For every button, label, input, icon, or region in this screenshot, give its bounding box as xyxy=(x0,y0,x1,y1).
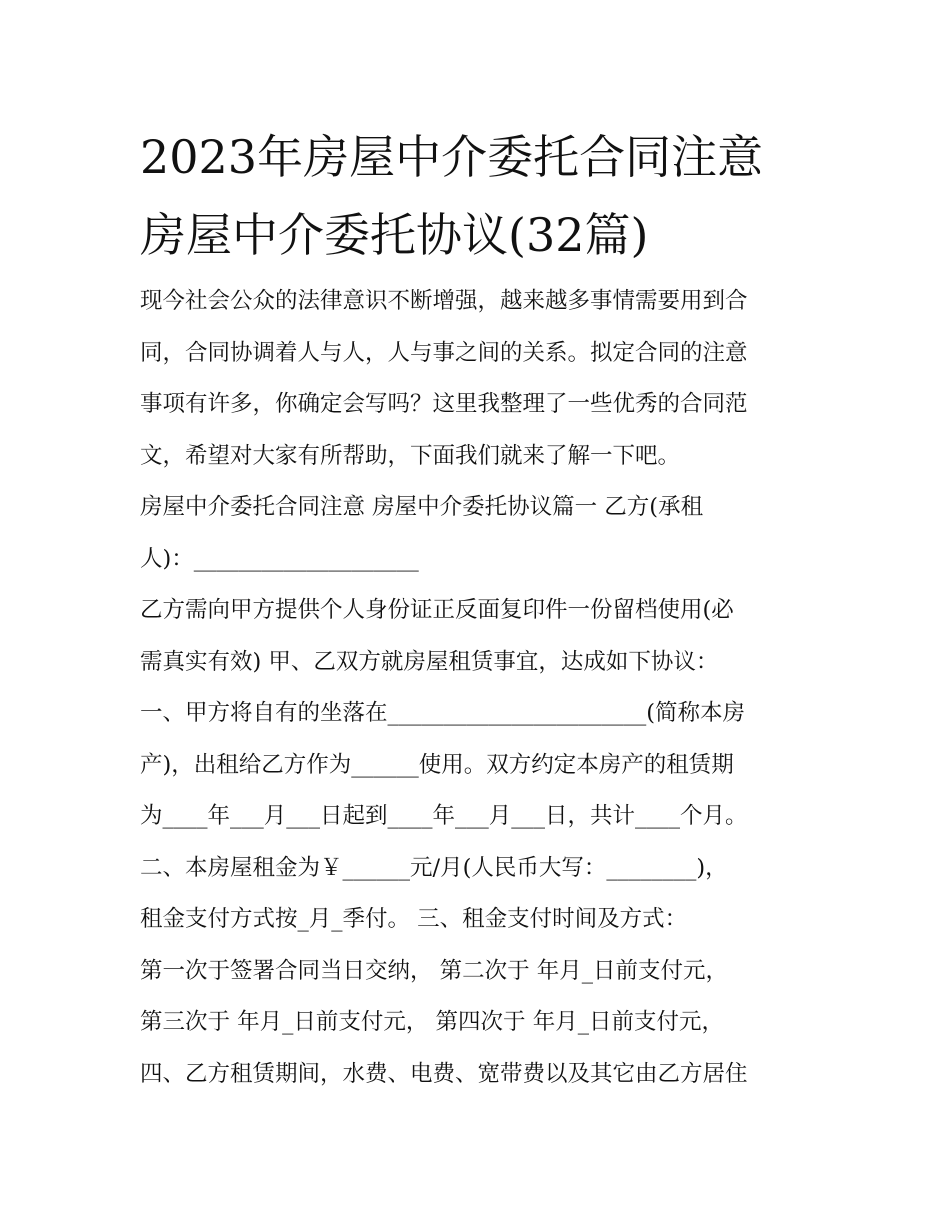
document-body xyxy=(140,276,820,1100)
body-line: 文，希望对大家有所帮助，下面我们就来了解一下吧。 xyxy=(140,442,681,469)
body-line: 事项有许多，你确定会写吗？这里我整理了一些优秀的合同范 xyxy=(140,391,748,417)
body-line: 人)：____________________ xyxy=(140,545,419,572)
body-line: 四、乙方租赁期间，水费、电费、宽带费以及其它由乙方居住 xyxy=(140,1060,748,1087)
document-title xyxy=(140,118,840,274)
title-line-2: 房屋中介委托协议(32篇) xyxy=(140,208,649,262)
body-line: 需真实有效) 甲、乙双方就房屋租赁事宜，达成如下协议： xyxy=(140,648,719,675)
body-line: 现今社会公众的法律意识不断增强，越来越多事情需要用到合 xyxy=(140,288,748,314)
body-line: 一、甲方将自有的坐落在_______________________(简称本房 xyxy=(140,700,746,726)
body-line: 同，合同协调着人与人，人与事之间的关系。拟定合同的注意 xyxy=(140,339,748,366)
body-line: 乙方需向甲方提供个人身份证正反面复印件一份留档使用(必 xyxy=(140,597,734,623)
body-line: 第三次于 年月_日前支付元， 第四次于 年月_日前支付元， xyxy=(140,1009,724,1035)
body-line: 产)，出租给乙方作为______使用。双方约定本房产的租赁期 xyxy=(140,751,734,778)
title-line-1: 2023年房屋中介委托合同注意 xyxy=(140,130,764,184)
body-line: 租金支付方式按_月_季付。 三、租金支付时间及方式： xyxy=(140,906,688,932)
body-line: 第一次于签署合同当日交纳， 第二次于 年月_日前支付元， xyxy=(140,957,729,984)
body-line: 二、本房屋租金为￥______元/月(人民币大写：________)， xyxy=(140,854,728,881)
body-line: 房屋中介委托合同注意 房屋中介委托协议篇一 乙方(承租 xyxy=(140,494,704,520)
body-line: 为____年___月___日起到____年___月___日，共计____个月。 xyxy=(140,803,748,829)
